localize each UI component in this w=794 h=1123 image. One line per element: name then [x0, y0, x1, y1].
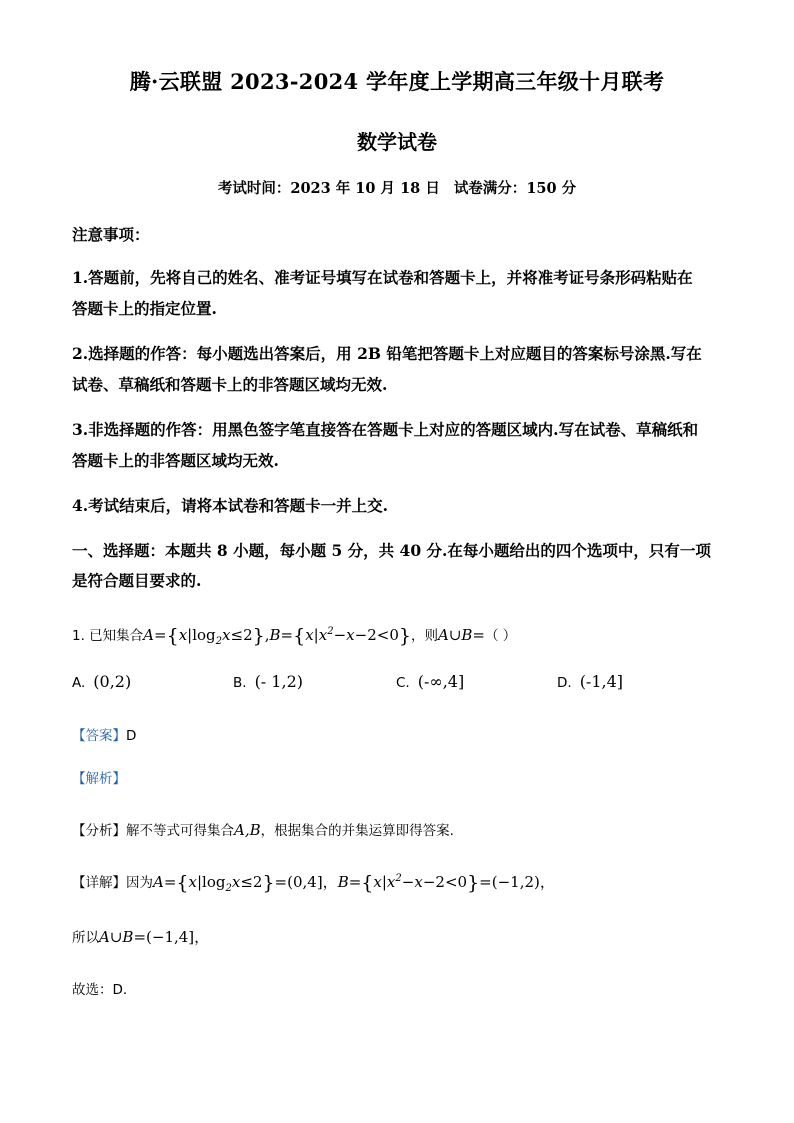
note-3-line-2: 答题卡上的非答题区域均无效.	[72, 451, 279, 470]
option-c-value: (-∞,4]	[417, 672, 465, 691]
option-d-label: D.	[557, 675, 572, 691]
question-1-prefix: 1. 已知集合	[72, 628, 144, 644]
option-a	[72, 672, 131, 691]
option-c	[396, 672, 464, 691]
sub-title: 数学试卷	[357, 130, 437, 154]
exam-time-value: 2023 年 10 月 18 日	[290, 180, 440, 197]
xiangjie-text-1: 因为	[126, 875, 153, 891]
notes-heading: 注意事项：	[72, 225, 150, 244]
main-title: 腾·云联盟 2023-2024 学年度上学期高三年级十月联考	[129, 69, 665, 94]
set-a-definition: $A=\{x|\log_2x\le 2\},B=\{x|x^2-x-2<0\}$	[143, 625, 411, 647]
union-result: A∪B=(−1,4]，	[99, 928, 210, 946]
note-2-line-2: 试卷、草稿纸和答题卡上的非答题区域均无效.	[72, 375, 388, 394]
suoyi-text: 所以	[72, 930, 99, 946]
section1-line-1: 一、选择题：本题共 8 小题，每小题 5 分，共 40 分.在每小题给出的四个选项中，只有一项	[72, 541, 711, 560]
xiangjie-tag: 【详解】	[72, 875, 126, 891]
question-1-paren: （ ）	[485, 628, 517, 644]
xiangjie-line	[72, 871, 555, 894]
option-b-label: B.	[233, 675, 247, 691]
question-1-suffix: ，则	[410, 628, 438, 644]
option-a-value: (0,2)	[93, 672, 132, 691]
answer-value: D	[126, 728, 137, 744]
section1-line-2: 是符合题目要求的.	[72, 571, 202, 590]
note-1-line-2: 答题卡上的指定位置.	[72, 299, 217, 318]
fenxi-text-1: 解不等式可得集合	[126, 823, 234, 839]
note-4-line-1: 4.考试结束后，请将本试卷和答题卡一并上交.	[72, 496, 389, 515]
set-a-solution: $A=\{x|\log_2x\le 2\}=(0,4]$，$B=\{x|x^2-x-2<0\}=(-1,2)$，	[153, 872, 555, 894]
exam-info	[0, 177, 794, 198]
answer-tag: 【答案】	[72, 728, 126, 744]
fenxi-line	[72, 819, 454, 839]
note-3-line-1: 3.非选择题的作答：用黑色签字笔直接答在答题卡上对应的答题区域内.写在试卷、草稿纸和	[72, 420, 699, 439]
full-score-label: 试卷满分：	[453, 180, 527, 197]
note-2-line-1: 2.选择题的作答：每小题选出答案后，用 2B 铅笔把答题卡上对应题目的答案标号涂黑.写在	[72, 344, 702, 363]
full-score-value: 150 分	[526, 180, 577, 197]
fenxi-text-2: ，根据集合的并集运算即得答案.	[260, 823, 454, 839]
option-b	[233, 672, 303, 691]
union-expression: A∪B=	[437, 626, 485, 644]
jiexi-line	[72, 767, 126, 787]
option-b-value: (- 1,2)	[254, 672, 303, 691]
jiexi-tag: 【解析】	[72, 771, 126, 787]
answer-line	[72, 724, 136, 744]
sets-ab: A,B	[234, 821, 261, 839]
suoyi-line	[72, 926, 209, 947]
note-1-line-1: 1.答题前，先将自己的姓名、准考证号填写在试卷和答题卡上，并将准考证号条形码粘贴在	[72, 268, 693, 287]
question-1-stem	[72, 624, 516, 647]
option-a-label: A.	[72, 675, 86, 691]
option-c-label: C.	[396, 675, 410, 691]
option-d-value: (-1,4]	[579, 672, 624, 691]
fenxi-tag: 【分析】	[72, 823, 126, 839]
guxuan-line: 故选：D.	[72, 982, 128, 998]
exam-time-label: 考试时间：	[217, 180, 291, 197]
option-d	[557, 672, 623, 691]
